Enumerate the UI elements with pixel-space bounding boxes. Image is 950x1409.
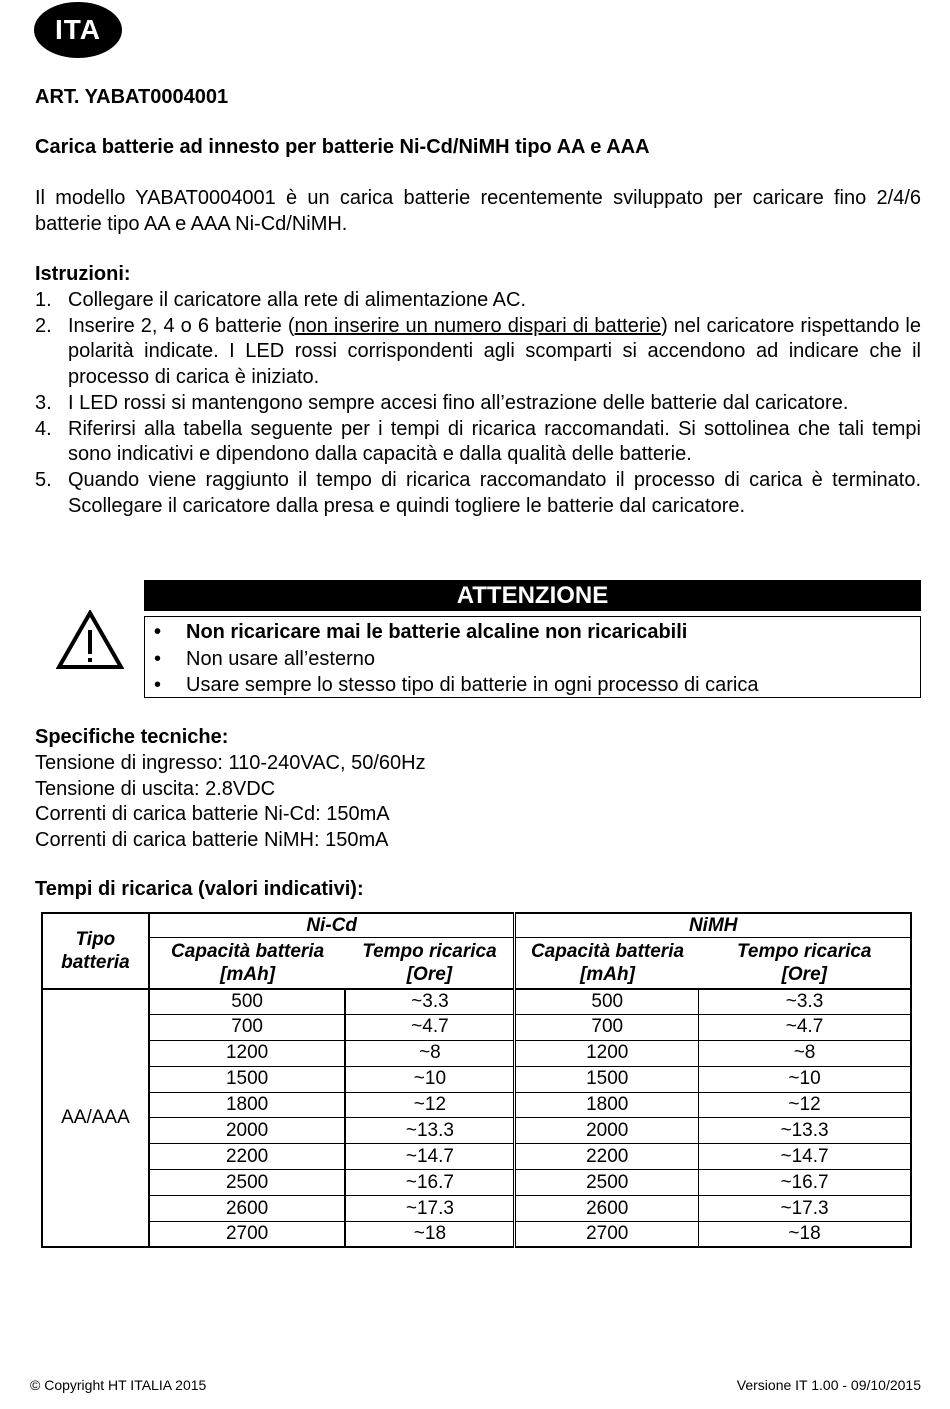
header-time-nimh: Tempo ricarica [Ore] — [699, 938, 911, 989]
table-cell: ~13.3 — [699, 1118, 911, 1144]
table-cell: ~10 — [345, 1066, 515, 1092]
table-cell: 1200 — [515, 1040, 699, 1066]
step-4: 4. Riferirsi alla tabella seguente per i tempi di ricarica raccomandati. Si sottolinea che tali tempi sono indicativi e dipendono dalla capacità e dalla qualità delle batterie. — [35, 417, 921, 466]
table-cell: 700 — [149, 1014, 346, 1040]
table-cell: ~4.7 — [699, 1014, 911, 1040]
table-cell: ~4.7 — [345, 1014, 515, 1040]
warning-box — [144, 616, 921, 698]
header-time-nicd: Tempo ricarica [Ore] — [345, 938, 515, 989]
battery-type-cell: AA/AAA — [42, 989, 149, 1248]
table-cell: ~3.3 — [345, 989, 515, 1015]
table-cell: 2200 — [149, 1144, 346, 1170]
step-2-underlined-note: non inserire un numero dispari di batterie — [294, 314, 662, 337]
table-cell: 1800 — [515, 1092, 699, 1118]
table-cell: ~17.3 — [345, 1196, 515, 1222]
header-capacity-nimh: Capacità batteria [mAh] — [515, 938, 699, 989]
table-cell: 2600 — [515, 1196, 699, 1222]
charging-times-table — [41, 912, 912, 1248]
table-cell: 500 — [515, 989, 699, 1015]
table-cell: ~18 — [345, 1222, 515, 1248]
warning-item: • Non ricaricare mai le batterie alcaline non ricaricabili — [145, 619, 920, 646]
table-cell: 700 — [515, 1014, 699, 1040]
table-cell: 1200 — [149, 1040, 346, 1066]
table-cell: 1800 — [149, 1092, 346, 1118]
table-cell: ~14.7 — [699, 1144, 911, 1170]
table-cell: 2000 — [515, 1118, 699, 1144]
table-cell: ~17.3 — [699, 1196, 911, 1222]
table-cell: 2700 — [515, 1222, 699, 1248]
table-cell: ~10 — [699, 1066, 911, 1092]
table-cell: 1500 — [515, 1066, 699, 1092]
table-cell: ~3.3 — [699, 989, 911, 1015]
table-cell: ~13.3 — [345, 1118, 515, 1144]
header-battery-type: Tipo batteria — [42, 913, 149, 989]
header-group-nicd: Ni-Cd — [149, 913, 515, 938]
bullet: • — [154, 621, 162, 643]
header-capacity-nicd: Capacità batteria [mAh] — [149, 938, 346, 989]
warning-triangle-icon — [56, 610, 124, 670]
header-group-nimh: NiMH — [515, 913, 911, 938]
specs-list — [35, 751, 426, 853]
bullet: • — [154, 674, 162, 696]
table-cell: 2500 — [515, 1170, 699, 1196]
step-2: 2. Inserire 2, 4 o 6 batterie (non inserire un numero dispari di batterie) nel caricatore rispettando le polarità indicate. I LED rossi corrispondenti agli scomparti si accendono ad indicare che il processo di carica è iniziato. — [35, 314, 921, 389]
table-cell: 1500 — [149, 1066, 346, 1092]
table-cell: ~8 — [345, 1040, 515, 1066]
table-cell: 2500 — [149, 1170, 346, 1196]
intro-paragraph: Il modello YABAT0004001 è un carica batterie recentemente sviluppato per caricare fino 2/4/6 batterie tipo AA e AAA Ni-Cd/NiMH. — [35, 187, 921, 235]
warning-item: • Usare sempre lo stesso tipo di batterie in ogni processo di carica — [145, 672, 920, 699]
table-cell: 2600 — [149, 1196, 346, 1222]
warning-title: ATTENZIONE — [144, 580, 921, 611]
step-3: 3. I LED rossi si mantengono sempre accesi fino all’estrazione delle batterie dal caricatore. — [35, 391, 849, 414]
step-1: 1. Collegare il caricatore alla rete di alimentazione AC. — [35, 289, 527, 311]
table-cell: ~18 — [699, 1222, 911, 1248]
spec-line: Correnti di carica batterie NiMH: 150mA — [35, 828, 389, 851]
spec-line: Tensione di ingresso: 110-240VAC, 50/60Hz — [35, 752, 426, 774]
logo-text: ITA — [54, 14, 102, 45]
footer-copyright: © Copyright HT ITALIA 2015 — [30, 1377, 207, 1393]
table-cell: 2000 — [149, 1118, 346, 1144]
warning-item: • Non usare all’esterno — [145, 646, 920, 673]
specs-heading: Specifiche tecniche: — [35, 726, 229, 748]
table-cell: ~12 — [345, 1092, 515, 1118]
table-cell: 2200 — [515, 1144, 699, 1170]
instructions-heading: Istruzioni: — [35, 263, 131, 285]
table-heading: Tempi di ricarica (valori indicativi): — [35, 878, 364, 900]
table-cell: ~16.7 — [699, 1170, 911, 1196]
article-code: ART. YABAT0004001 — [35, 86, 229, 108]
table-cell: 500 — [149, 989, 346, 1015]
table-cell: 2700 — [149, 1222, 346, 1248]
table-cell: ~16.7 — [345, 1170, 515, 1196]
ita-logo — [34, 2, 122, 58]
instructions-list — [35, 288, 921, 519]
table-cell: ~12 — [699, 1092, 911, 1118]
step-5: 5. Quando viene raggiunto il tempo di ricarica raccomandato il processo di carica è terminato. Scollegare il caricatore dalla presa e quindi togliere le batterie dal caricatore. — [35, 468, 921, 517]
spec-line: Tensione di uscita: 2.8VDC — [35, 777, 276, 800]
table-cell: ~8 — [699, 1040, 911, 1066]
table-cell: ~14.7 — [345, 1144, 515, 1170]
document-title: Carica batterie ad innesto per batterie Ni-Cd/NiMH tipo AA e AAA — [35, 136, 650, 158]
footer-version: Versione IT 1.00 - 09/10/2015 — [736, 1377, 921, 1393]
bullet: • — [154, 647, 162, 670]
spec-line: Correnti di carica batterie Ni-Cd: 150mA — [35, 803, 390, 825]
